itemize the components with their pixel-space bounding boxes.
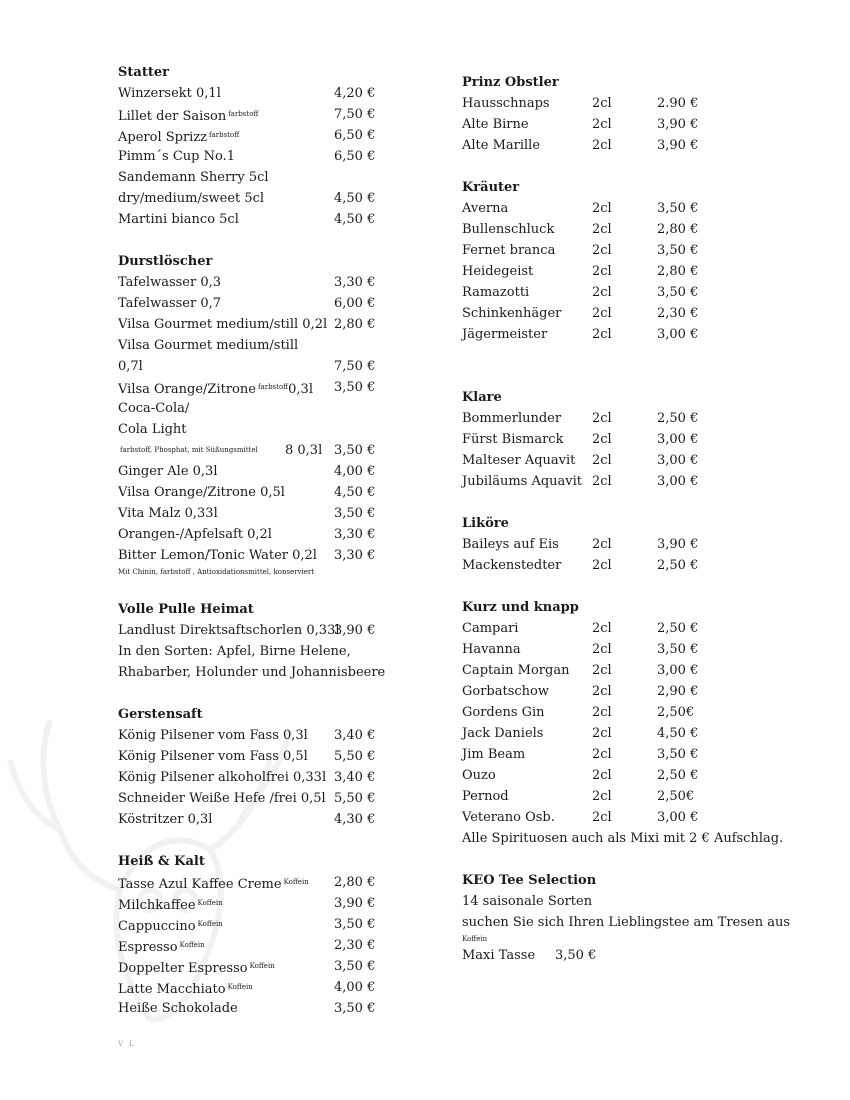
section-keo-tee-selection [462,870,802,966]
item-name: Ramazotti [462,285,530,300]
item-price: 3,90 € [657,138,699,153]
menu-item [462,450,802,471]
item-volume: 2cl [592,327,612,342]
item-volume: 2cl [592,705,612,720]
menu-item [462,303,802,324]
item-name: Vilsa Gourmet medium/still 0,2l [118,317,328,332]
section-title: Klare [462,390,502,405]
item-volume: 2cl [592,264,612,279]
menu-item [118,209,418,230]
item-price: 2,50 € [657,411,699,426]
menu-item [118,893,418,914]
menu-item [118,725,418,746]
item-price: 3,00 € [657,432,699,447]
item-name: Pimm´s Cup No.1 [118,149,236,164]
item-name: Veterano Osb. [462,810,555,825]
item-price: 4,50 € [334,485,376,500]
item-volume: 0,3l [288,382,313,397]
item-price: 2,80 € [334,875,376,890]
section-title: Heiß & Kalt [118,854,205,869]
section-title: Statter [118,65,169,80]
section-title: Kräuter [462,180,520,195]
additive-note: Koffein [249,962,275,970]
item-name: Baileys auf Eis [462,537,559,552]
item-name: Gorbatschow [462,684,550,699]
item-volume: 2cl [592,558,612,573]
menu-item [462,408,802,429]
item-price: 3,00 € [657,327,699,342]
menu-item [118,356,418,377]
item-name: Schneider Weiße Hefe /frei 0,5l [118,791,326,806]
item-price: 3,50 € [657,201,699,216]
menu-item [118,188,418,209]
menu-item [118,545,418,566]
menu-item [462,198,802,219]
menu-item [118,335,418,356]
menu-item [462,660,802,681]
section-title: Prinz Obstler [462,75,559,90]
left-column [118,62,418,1019]
item-name: Heidegeist [462,264,534,279]
item-volume: 2cl [592,306,612,321]
menu-item [118,641,418,662]
section-gerstensaft [118,704,418,830]
item-name: Schinkenhäger [462,306,562,321]
item-name: Maxi Tasse [462,948,536,963]
menu-item [462,534,802,555]
item-price: 4,50 € [657,726,699,741]
menu-item [118,293,418,314]
item-name: Tafelwasser 0,3 [118,275,222,290]
additive-note: Koffein [227,983,253,991]
item-name: Jack Daniels [462,726,544,741]
menu-item [118,524,418,545]
menu-item [462,618,802,639]
item-price: 3,50 € [334,1001,376,1016]
item-name: Rhabarber, Holunder und Johannisbeere [118,665,386,680]
item-name: Alte Birne [462,117,529,132]
item-volume: 2cl [592,411,612,426]
menu-item [462,945,802,966]
menu-item [462,219,802,240]
menu-item [118,398,418,419]
item-price: 2,80 € [657,222,699,237]
menu-item [462,282,802,303]
item-volume: 2cl [592,621,612,636]
item-name: Pernod [462,789,509,804]
additive-note: farbstoff [257,383,289,391]
item-price: 3,50 € [657,747,699,762]
item-name: Bitter Lemon/Tonic Water 0,2l [118,548,317,563]
item-price: 3,40 € [334,728,376,743]
item-price: 3,50 € [334,506,376,521]
item-price: 3,00 € [657,663,699,678]
tee-description: 14 saisonale Sorten [462,894,593,909]
item-name: Vilsa Gourmet medium/still [118,338,299,353]
item-volume: 2cl [592,810,612,825]
menu-item [462,471,802,492]
menu-item [462,114,802,135]
item-name: König Pilsener alkoholfrei 0,33l [118,770,327,785]
item-name: Landlust Direktsaftschorlen 0,33l [118,623,340,638]
item-name: Mackenstedter [462,558,562,573]
item-price: 2,30 € [657,306,699,321]
menu-item [462,555,802,576]
ingredient-note: farbstoff, Phosphat, mit Süßungsmittel [120,446,258,454]
menu-item [118,125,418,146]
menu-item [462,702,802,723]
item-volume: 2cl [592,726,612,741]
section-statter [118,62,418,230]
item-price: 3,50 € [657,642,699,657]
item-volume: 2cl [592,789,612,804]
item-volume: 2cl [592,222,612,237]
menu-item [118,998,418,1019]
additive-note: Koffein [197,899,223,907]
item-name: Campari [462,621,519,636]
item-name: Vilsa Orange/Zitrone $^{farbstoff}$0,3l [118,382,313,397]
item-name: Orangen-/Apfelsaft 0,2l [118,527,272,542]
item-price: 3,50 € [555,948,597,963]
section-liköre [462,513,802,576]
item-price: 3,50 € [657,243,699,258]
section-heiß-kalt [118,851,418,1019]
section-kräuter [462,177,802,345]
item-name: König Pilsener vom Fass 0,5l [118,749,308,764]
item-name: In den Sorten: Apfel, Birne Helene, [118,644,351,659]
item-name: Malteser Aquavit [462,453,576,468]
item-price: 3,90 € [334,623,376,638]
section-footer-note: Alle Spirituosen auch als Mixi mit 2 € Aufschlag. [462,831,784,846]
item-price: 2,80 € [657,264,699,279]
menu-item [118,104,418,125]
item-price: 2,50€ [657,789,695,804]
item-volume: 2cl [592,663,612,678]
section-durstlöscher [118,251,418,578]
item-name: Latte Macchiato $^{Koffein}$ [118,982,253,997]
item-name: Doppelter Espresso $^{Koffein}$ [118,961,275,976]
menu-item [462,681,802,702]
additive-note: farbstoff [209,131,240,139]
item-price: 3,50 € [334,443,376,458]
item-volume: 2cl [592,243,612,258]
item-volume: 2cl [592,117,612,132]
menu-item [118,440,418,461]
menu-item [118,767,418,788]
menu-item [118,419,418,440]
item-price: 3,40 € [334,770,376,785]
item-volume: 2cl [592,96,612,111]
menu-item [118,503,418,524]
item-price: 3,00 € [657,474,699,489]
section-title: Gerstensaft [118,707,203,722]
item-price: 4,50 € [334,212,376,227]
additive-note: Koffein [197,920,223,928]
item-name: Fernet branca [462,243,556,258]
item-volume: 2cl [592,453,612,468]
section-title: KEO Tee Selection [462,873,597,888]
section-kurz-und-knapp [462,597,802,849]
menu-item [118,935,418,956]
item-name: Martini bianco 5cl [118,212,239,227]
item-name: Cappuccino $^{Koffein}$ [118,919,223,934]
item-price: 4,00 € [334,464,376,479]
item-price: 3,50 € [334,917,376,932]
menu-item [462,429,802,450]
menu-item [118,377,418,398]
item-price: 2,50€ [657,705,695,720]
item-name: König Pilsener vom Fass 0,3l [118,728,308,743]
item-name: Jubiläums Aquavit [462,474,583,489]
menu-item [462,93,802,114]
additive-note: Koffein [179,941,205,949]
item-name: Espresso $^{Koffein}$ [118,940,205,955]
item-volume: 2cl [592,747,612,762]
section-klare [462,387,802,492]
item-price: 3,30 € [334,527,376,542]
item-name: Köstritzer 0,3l [118,812,213,827]
item-price: 2,50 € [657,558,699,573]
item-price: 2,80 € [334,317,376,332]
item-name: Captain Morgan [462,663,570,678]
item-price: 4,00 € [334,980,376,995]
item-price: 6,50 € [334,149,376,164]
item-price: 3,00 € [657,810,699,825]
menu-item [118,977,418,998]
item-price: 3,90 € [657,117,699,132]
menu-item [118,83,418,104]
item-name: Averna [462,201,509,216]
section-title: Volle Pulle Heimat [118,602,254,617]
item-price: 3,50 € [334,380,376,395]
item-volume: 2cl [592,537,612,552]
menu-item [118,746,418,767]
menu-item [118,167,418,188]
item-name: dry/medium/sweet 5cl [118,191,265,206]
item-price: 3,90 € [334,896,376,911]
right-column [462,72,802,966]
menu-item [462,240,802,261]
item-name: Vita Malz 0,33l [118,506,218,521]
item-name: Fürst Bismarck [462,432,564,447]
item-name: Heiße Schokolade [118,1001,238,1016]
menu-item [462,744,802,765]
ingredient-note: Mit Chinin, farbstoff , Antioxidationsmittel, konserviert [118,568,315,576]
item-price: 5,50 € [334,749,376,764]
menu-item [118,461,418,482]
item-name: Winzersekt 0,1l [118,86,221,101]
item-name: Ouzo [462,768,496,783]
item-volume: 2cl [592,684,612,699]
footer-mark: V L [118,1040,136,1048]
menu-item [118,788,418,809]
item-price: 2,30 € [334,938,376,953]
item-price: 3,00 € [657,453,699,468]
item-price: 6,00 € [334,296,376,311]
additive-note: Koffein [283,878,309,886]
item-volume: 8 0,3l [285,443,323,458]
item-price: 6,50 € [334,128,376,143]
item-name: Gordens Gin [462,705,545,720]
additive-note: farbstoff [228,110,259,118]
item-volume: 2cl [592,285,612,300]
menu-item [118,872,418,893]
item-price: 7,50 € [334,359,376,374]
item-volume: 2cl [592,138,612,153]
item-name: Lillet der Saison $^{farbstoff}$ [118,109,259,124]
item-name: Sandemann Sherry 5cl [118,170,269,185]
menu-item [462,723,802,744]
item-name: Milchkaffee $^{Koffein}$ [118,898,223,913]
item-name: Tafelwasser 0,7 [118,296,222,311]
menu-item [118,662,418,683]
item-volume: 2cl [592,642,612,657]
item-name: Cola Light [118,422,187,437]
section-prinz-obstler [462,72,802,156]
item-name: Bommerlunder [462,411,562,426]
item-name: Hausschnaps [462,96,550,111]
menu-item [118,914,418,935]
item-price: 2.90 € [657,96,699,111]
item-price: 3,90 € [657,537,699,552]
menu-item [462,639,802,660]
item-volume: 2cl [592,768,612,783]
item-volume: 2cl [592,201,612,216]
section-title: Durstlöscher [118,254,213,269]
menu-item [118,146,418,167]
item-name: Havanna [462,642,521,657]
menu-item [462,135,802,156]
item-name: Bullenschluck [462,222,555,237]
item-name: Ginger Ale 0,3l [118,464,218,479]
menu-item [462,324,802,345]
menu-item [462,261,802,282]
section-title: Kurz und knapp [462,600,579,615]
item-name: Aperol Sprizz $^{farbstoff}$ [118,130,240,145]
item-price: 4,30 € [334,812,376,827]
tee-description: suchen Sie sich Ihren Lieblingstee am Tresen aus [462,915,791,930]
menu-item [118,482,418,503]
menu-item [118,809,418,830]
menu-item [118,272,418,293]
menu-item [462,786,802,807]
item-price: 4,50 € [334,191,376,206]
menu-item [118,620,418,641]
item-price: 4,20 € [334,86,376,101]
item-name: Tasse Azul Kaffee Creme $^{Koffein}$ [118,877,309,892]
item-price: 3,30 € [334,275,376,290]
item-name: Coca-Cola/ [118,401,190,416]
item-name: Jim Beam [462,747,526,762]
item-price: 2,50 € [657,621,699,636]
item-price: 5,50 € [334,791,376,806]
item-price: 7,50 € [334,107,376,122]
item-name: Vilsa Orange/Zitrone 0,5l [118,485,285,500]
item-name: Jägermeister [462,327,548,342]
item-price: 2,50 € [657,768,699,783]
item-price: 3,50 € [334,959,376,974]
section-title: Liköre [462,516,509,531]
item-price: 2,90 € [657,684,699,699]
menu-item [462,807,802,828]
item-name: Alte Marille [462,138,541,153]
item-volume: 2cl [592,474,612,489]
item-name: 0,7l [118,359,143,374]
item-volume: 2cl [592,432,612,447]
menu-item [118,956,418,977]
menu-item [462,765,802,786]
item-price: 3,30 € [334,548,376,563]
section-volle-pulle-heimat [118,599,418,683]
menu-item [118,314,418,335]
additive-note: Koffein [462,935,488,943]
item-price: 3,50 € [657,285,699,300]
